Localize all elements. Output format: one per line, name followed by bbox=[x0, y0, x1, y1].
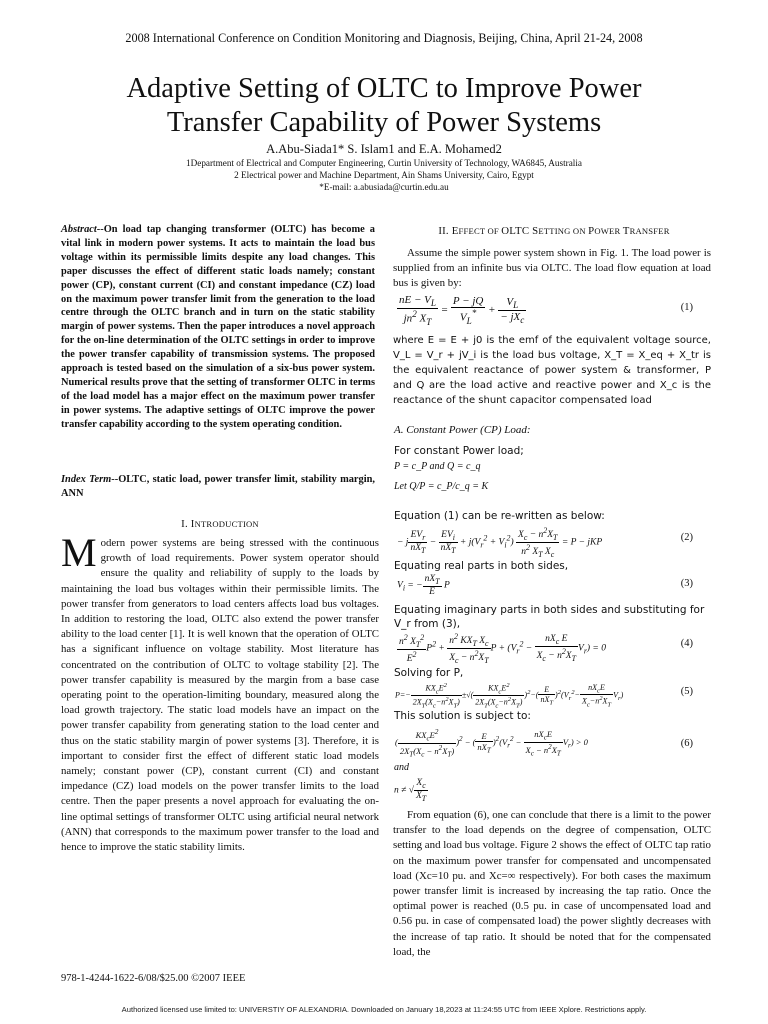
equation-5-number: (5) bbox=[680, 686, 693, 697]
cp-line-1: For constant Power load; bbox=[394, 445, 524, 457]
eq1-rewrite-text: Equation (1) can be re-written as below: bbox=[394, 510, 605, 522]
cp-line-2: P = c_P and Q = c_q bbox=[394, 461, 481, 472]
equation-4-number: (4) bbox=[680, 638, 693, 649]
affiliation-email: *E-mail: a.abusiada@curtin.edu.au bbox=[319, 182, 449, 192]
section-1-body bbox=[61, 530, 379, 855]
eq6-text: This solution is subject to: bbox=[394, 710, 531, 722]
index-terms-label: Index Term bbox=[61, 474, 112, 485]
license-footer: Authorized licensed use limited to: UNIVERSTIY OF ALEXANDRIA. Downloaded on January 18,2023 at 11:24:55 UTC from IEEE Xplore. Restrictions apply. bbox=[121, 1005, 647, 1014]
index-terms-text: --OLTC, static load, power transfer limit, stability margin, ANN bbox=[61, 474, 375, 499]
drop-cap: M bbox=[61, 530, 97, 575]
section-2-intro: Assume the simple power system shown in Fig. 1. The load power is supplied from an infinite bus via OLTC. The load flow equation at load bus is given by: bbox=[393, 247, 711, 290]
where-paragraph: where E = E + j0 is the emf of the equivalent voltage source, V_L = V_r + jV_i is the load bus voltage, X_T = X_eq + X_tr is the equivalent reactance of power system & transformer, P and Q are the load active and reactive power and X_c is the reactance of the shunt capacitor compensated load bbox=[393, 335, 711, 406]
cp-let-line: Let Q/P = c_P/c_q = K bbox=[394, 481, 489, 492]
equation-2: − j $\frac{EV_r}{nX_T}$ − $\frac{EV_i}{nX_T}$ + $j(V_r^2 + V_i^2)$ $\frac{X_c - n^2X_T}{n^2 X_T X_c}$ = P − jKP (2) bbox=[397, 526, 693, 560]
and-text: and bbox=[394, 762, 409, 773]
equation-3: $V_i$ = − $\frac{nX_T}{E}$ P (3) bbox=[397, 574, 693, 597]
equation-5: P=− $\frac{KX_cE^2}{2X_T(X_c-n^2X_T)}$ ±√( $\frac{KX_cE^2}{2X_T(X_c-n^2X_T)}$ )$^2$−( $\frac{E}{nX_T}$ )$^2(V_r^2-$ $\frac{nX_cE}{X_c-n^2X_T}$ $V_r$) (5) bbox=[395, 682, 693, 710]
equation-6-number: (6) bbox=[680, 738, 693, 749]
section-1-heading: I. INTRODUCTION bbox=[181, 518, 259, 530]
authors: A.Abu-Siada1* S. Islam1 and E.A. Mohamed2 bbox=[266, 142, 502, 156]
affiliation-2: 2 Electrical power and Machine Department, Ain Shams University, Cairo, Egypt bbox=[234, 170, 534, 180]
section-2-conclusion: From equation (6), one can conclude that there is a limit to the power transfer to the load depends on the degree of compensation, OLTC setting and load bus voltage. Figure 2 shows the effect of OLTC tap ratio on the maximum power transfer for compensated and uncompensated load (Xc=10 pu. and Xc=∞ respectively). For both cases the maximum power transfer limit is increased by increasing the tap ratio. Once the optimal power is reached (0.5 pu. in case of uncompensated load and 0.56 pu. in case of compensated load) the power slightly decreases with the increase of tap ratio. It should be noted that for the compensated load, the bbox=[393, 809, 711, 958]
n-constraint: n ≠ √ $\frac{X_c}{X_T}$ bbox=[394, 778, 427, 803]
abstract-label: Abstract bbox=[61, 224, 97, 235]
equation-1-number: (1) bbox=[680, 302, 693, 313]
equation-2-number: (2) bbox=[680, 532, 693, 543]
title-line-1: Adaptive Setting of OLTC to Improve Power bbox=[126, 73, 642, 104]
equation-3-number: (3) bbox=[680, 578, 693, 589]
index-terms bbox=[61, 473, 375, 501]
eq5-text: Solving for P, bbox=[394, 667, 464, 679]
affiliation-1: 1Department of Electrical and Computer Engineering, Curtin University of Technology, WA6845, Australia bbox=[186, 158, 582, 168]
section-2-heading: II. EFFECT OF OLTC SETTING ON POWER TRANSFER bbox=[438, 225, 670, 237]
eq3-text: Equating real parts in both sides, bbox=[394, 560, 569, 572]
paper-title bbox=[60, 72, 708, 140]
equation-1: $\frac{nE - V_L}{jn^2 X_T}$ = $\frac{P - jQ}{V_L^*}$ + $\frac{V_L}{- jX_c}$ (1) bbox=[399, 294, 693, 328]
abstract-text: --On load tap changing transformer (OLTC) has become a vital link in modern power systems. It acts to maintain the load bus voltage within its permissible limits despite any load changes. This paper discusses the effect of different static loads namely; constant power (CP), constant current (CI) and constant impedance (CZ) load on the maximum power transfer limit from the generation to the load centre through the OLTC branch and in turn on the static stability margin of power systems. Then the paper introduces a novel approach for the on-line determination of the OLTC settings in order to improve the power transfer capability of transmission systems. The proposed approach is tested based on the simulation of a six-bus power system. Numerical results prove that the setting of transformer OLTC in terms of the load model has a major effect on the maximum power transfer in power systems. The adaptive settings of OLTC improve the power transfer capability according to the system operating condition. bbox=[61, 224, 375, 430]
eq4-text: Equating imaginary parts in both sides and substituting for V_r from (3), bbox=[394, 604, 705, 630]
abstract bbox=[61, 223, 375, 432]
isbn-footer: 978-1-4244-1622-6/08/$25.00 ©2007 IEEE bbox=[61, 973, 246, 984]
subsection-a-heading: A. Constant Power (CP) Load: bbox=[394, 424, 531, 436]
equation-4: $\frac{n^2 X_T^2}{E^2}$ $P^2$ + $\frac{n^2 KX_T X_c}{X_c - n^2X_T}$ $P + (V_r^2$ − $\frac{nX_c E}{X_c - n^2X_T}$ $V_r) = 0$ (4) bbox=[399, 632, 693, 666]
equation-6: ( $\frac{KX_cE^2}{2X_T(X_c - n^2X_T)}$ )$^2$ − ( $\frac{E}{nX_T}$ )$^2(V_r^2$ − $\frac{nX_cE}{X_c - n^2X_T}$ $V_r) > 0$ (6) bbox=[395, 728, 693, 759]
conference-header: 2008 International Conference on Condition Monitoring and Diagnosis, Beijing, China, April 21-24, 2008 bbox=[125, 31, 643, 45]
title-line-2: Transfer Capability of Power Systems bbox=[166, 107, 602, 138]
section-1-text: odern power systems are being stressed with the continuous growth of load requirements. Power system operator should ensure the quality and reliability of supply to the loads by maintaining the load bus voltages within their permissible limits. The power transfer from generators to load centers affects load bus voltages. In addition to restoring the load, OLTC also extend the power transfer ability to the load center [1]. It is well known that the operation of OLTC has a significant influence on voltage stability. Most literature has concentrated on the contribution of OLTC to voltage stability [2]. The power transfer capability is measured by the margin from a base case operating point to the operation-limiting boundary, measured along the load growth trajectory. The static load models have an impact on the power transfer capability from generating station to the load center and thus on the static stability margin of power systems [3]. Therefore, it is important to consider first the effect of different static load models namely; constant power (CP), constant current (CI) and constant impedance (CZ) load models on the power transfer limits to the load centre. Then the paper presents a novel approach for evaluating the on-line optimal settings of transformer OLTC using artificial neural network (ANN) that corresponds to the maximum power transfer to the load and hence to improve the static stability limits. bbox=[61, 537, 379, 854]
